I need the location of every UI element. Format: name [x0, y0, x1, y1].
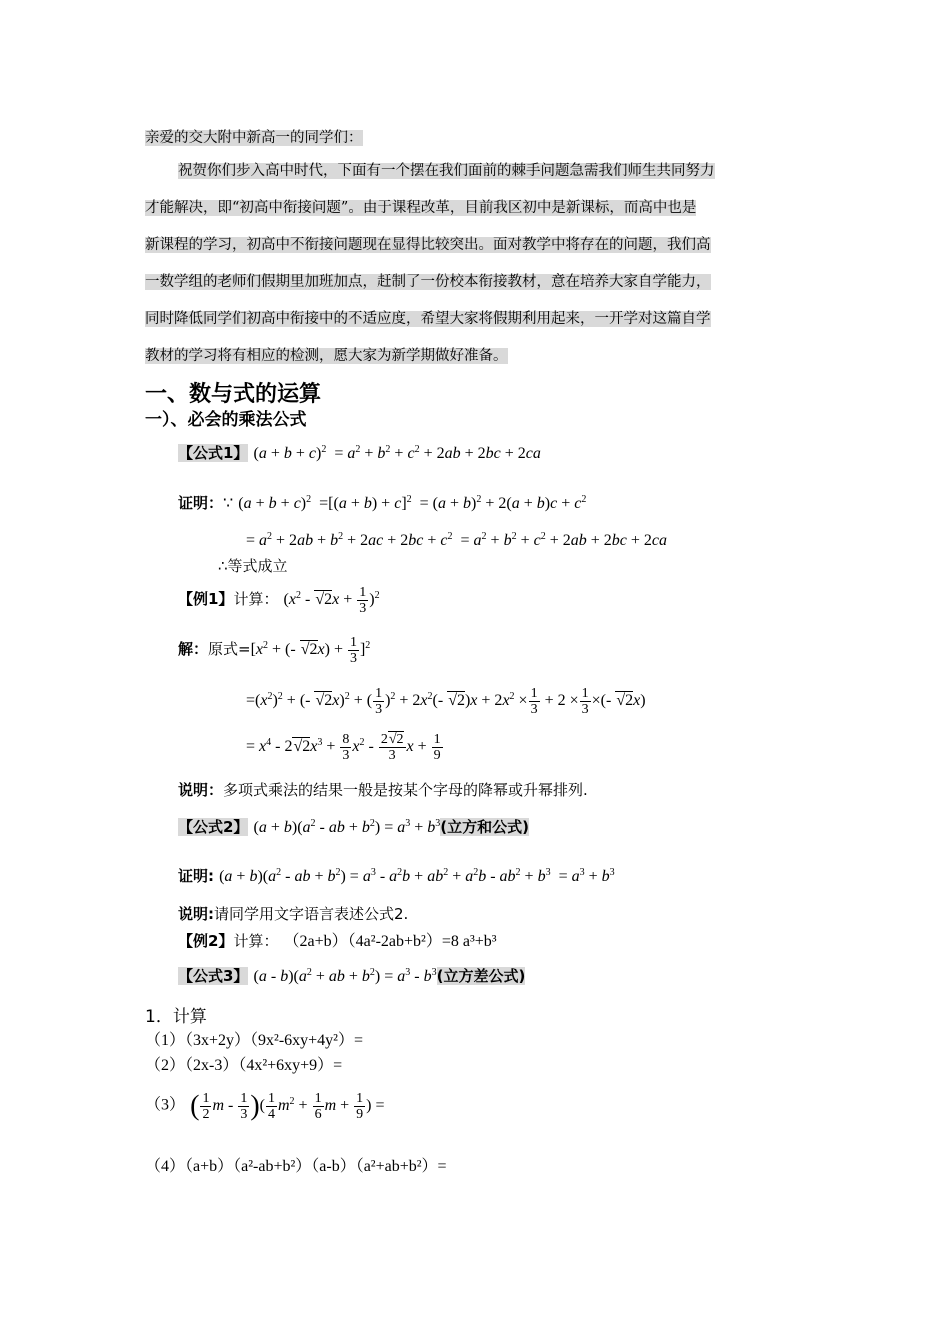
note-1-label: 说明： [178, 781, 224, 799]
note-2-text: 请同学用文字语言表述公式2. [214, 905, 409, 923]
intro-line-6: 教材的学习将有相应的检测，愿大家为新学期做好准备。 [145, 348, 508, 364]
formula-3-label: 【公式3】 [178, 967, 249, 985]
example-2-expression: （2a+b）（4a²-2ab+b²）=8 a³+b³ [283, 933, 497, 950]
proof-1-line-1: 证明：∵ $(a + b + c)^2 =[(a + b) + c]^2 = (a + b)^2 + 2(a + b)c + c^2$ [178, 494, 587, 512]
example-2 [178, 928, 497, 951]
exercise-1: （1）（3x+2y）（9x²-6xy+4y²）= [145, 1032, 363, 1049]
intro-line-3: 新课程的学习，初高中不衔接问题现在显得比较突出。面对教学中将存在的问题，我们高 [145, 237, 711, 253]
section-title: 一、数与式的运算 [145, 382, 322, 407]
solution-line-1: 解：原式$=[x^2$ + (- √2x) + $\frac{1}{3}$ ]$^2$ [178, 635, 371, 666]
note-2-label: 说明: [178, 905, 214, 923]
example-1-label: 【例1】 [178, 590, 234, 609]
solution-line-2: $=(x^2)^2$ + (- √2x)$^2$ + ( $\frac{1}{3}$ )$^2 + 2x^2(-$ $√2)x + 2x^2$ × $\frac{1}{3}$ + 2 × $\frac{1}{3}$ ×(- √2x) [246, 686, 646, 717]
example-1-calc: 计算： [233, 590, 279, 609]
exercise-3-prefix: （3） [145, 1096, 186, 1114]
proof-2-label: 证明: [178, 867, 214, 885]
formula-3: 【公式3】 $(a - b)(a^2$ + ab + $b^2) = a^3 - b^3$(立方差公式) [178, 967, 526, 985]
formula-3-name: (立方差公式) [436, 967, 526, 985]
intro-line-2: 才能解决，即“初高中衔接问题”。由于课程改革，目前我区初中是新课标，而高中也是 [145, 200, 697, 216]
intro-line-4: 一数学组的老师们假期里加班加点，赶制了一份校本衔接教材，意在培养大家自学能力， [145, 274, 711, 290]
example-2-calc: 计算： [233, 932, 279, 950]
exercise-title: 1．计算 [145, 1007, 207, 1027]
proof-2: 证明: $(a + b)(a^2$ - ab + $b^2) = a^3 - a^2b + ab^2 + a^2b - ab^2 + b^3 = a^3 + b^3$ [178, 867, 615, 885]
note-1 [178, 779, 588, 800]
solution-line-3: = $x^4 - 2√2x^3$ + $\frac{8}{3}$ $x^2$ - $\frac{2√2}{3}$ x + $\frac{1}{9}$ [246, 732, 441, 763]
subsection-title: 一）、必会的乘法公式 [145, 410, 307, 430]
formula-2-label: 【公式2】 [178, 818, 249, 836]
intro-line-1: 祝贺你们步入高中时代，下面有一个摆在我们面前的棘手问题急需我们师生共同努力 [178, 163, 715, 179]
exercise-2: （2）（2x-3）（4x²+6xy+9）= [145, 1057, 343, 1074]
therefore-line: ∴等式成立 [218, 557, 288, 575]
note-1-text: 多项式乘法的结果一般是按某个字母的降幂或升幂排列. [223, 781, 588, 799]
example-1: 【例1】计算： ($x^2 - √2x$ + $\frac{1}{3}$ )$^2$ [178, 585, 380, 616]
solution-label: 解： [178, 640, 209, 659]
formula-1-label: 【公式1】 [178, 444, 249, 462]
original-label: 原式= [208, 640, 251, 659]
proof-label: 证明： [178, 494, 224, 512]
exercise-4: （4）（a+b）（a²-ab+b²）（a-b）（a²+ab+b²）= [145, 1158, 447, 1175]
formula-2: 【公式2】 $(a + b)(a^2$ - ab + $b^2) = a^3 + b^3$(立方和公式) [178, 818, 530, 836]
example-2-label: 【例2】 [178, 932, 234, 950]
formula-2-name: (立方和公式) [440, 818, 530, 836]
exercise-3: （3） ( $\frac{1}{2}$ m - $\frac{1}{3}$ )( $\frac{1}{4}$ $m^2$ + $\frac{1}{6}$ m + $\frac{1}{9}$ ) = [145, 1090, 385, 1122]
because-symbol: ∵ [223, 495, 234, 512]
intro-line-5: 同时降低同学们初高中衔接中的不适应度，希望大家将假期利用起来，一开学对这篇自学 [145, 311, 711, 327]
note-2 [178, 903, 408, 924]
proof-1-line-2: = $a^2 + 2ab + b^2 + 2ac + 2bc + c^2 = a^2 + b^2 + c^2 + 2ab + 2bc + 2ca$ [246, 531, 668, 549]
formula-1: 【公式1】 $(a + b + c)^2 = a^2 + b^2 + c^2 + 2ab + 2bc + 2ca$ [178, 444, 541, 462]
greeting: 亲爱的交大附中新高一的同学们： [145, 130, 363, 146]
